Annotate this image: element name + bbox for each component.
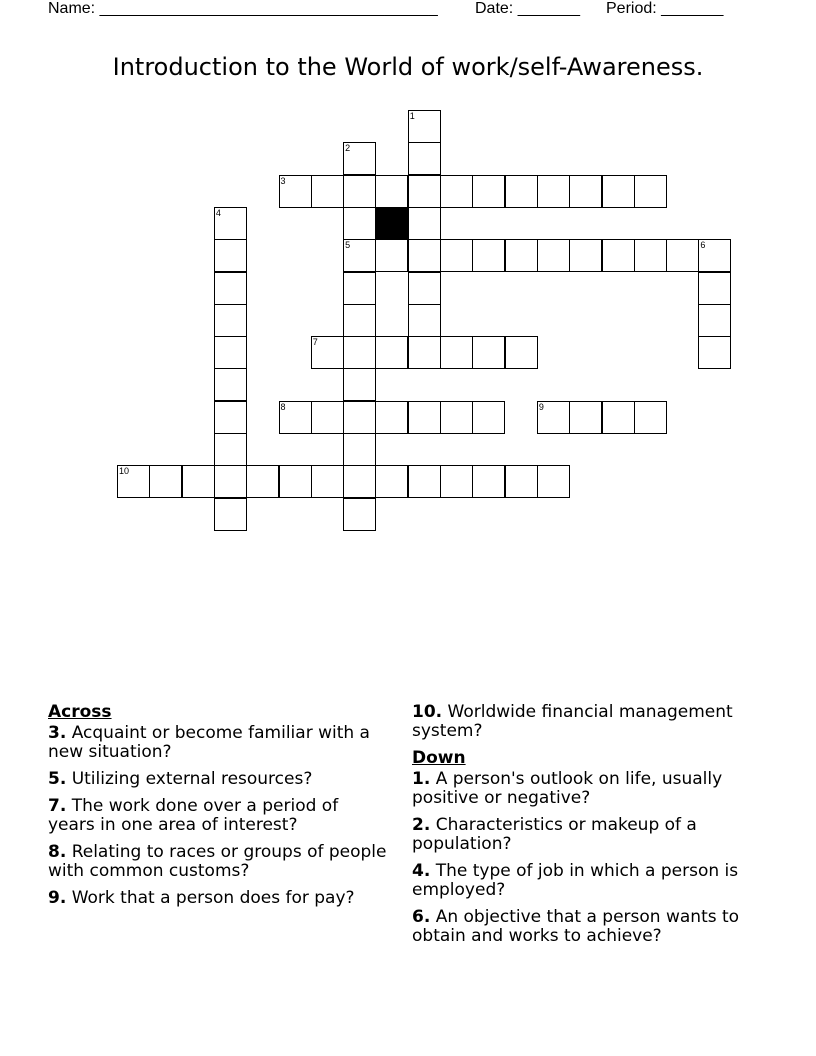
- crossword-cell[interactable]: [214, 272, 247, 305]
- across-clue-8: [48, 843, 388, 881]
- across-clue-10: [412, 703, 772, 741]
- crossword-cell[interactable]: [408, 207, 441, 240]
- crossword-cell[interactable]: [505, 239, 538, 272]
- crossword-cell[interactable]: [214, 368, 247, 401]
- crossword-cell[interactable]: [214, 336, 247, 369]
- clue-number: 6.: [412, 907, 431, 927]
- crossword-cell[interactable]: [279, 401, 312, 434]
- crossword-cell[interactable]: [214, 207, 247, 240]
- crossword-cell[interactable]: [214, 239, 247, 272]
- down-clue-2: [412, 816, 772, 854]
- crossword-cell[interactable]: [537, 239, 570, 272]
- cell-number: 4: [215, 207, 221, 218]
- clue-text: Utilizing external resources?: [71, 769, 313, 789]
- cell-number: 5: [345, 240, 351, 251]
- crossword-cell[interactable]: [569, 175, 602, 208]
- crossword-cell[interactable]: [408, 239, 441, 272]
- crossword-cell[interactable]: [343, 142, 376, 175]
- clues-right-column: [412, 703, 772, 954]
- crossword-cell[interactable]: [408, 175, 441, 208]
- down-clue-6: [412, 908, 772, 946]
- crossword-cell[interactable]: [472, 239, 505, 272]
- name-field[interactable]: Name: ______________________________________: [48, 0, 438, 17]
- cell-number: 10: [119, 466, 130, 477]
- crossword-cell[interactable]: [311, 336, 344, 369]
- crossword-cell[interactable]: [117, 465, 150, 498]
- crossword-cell[interactable]: [182, 465, 215, 498]
- date-field[interactable]: Date: _______: [475, 0, 580, 17]
- clue-text: The work done over a period of years in one area of interest?: [48, 796, 339, 835]
- crossword-cell[interactable]: [343, 401, 376, 434]
- clue-number: 4.: [412, 861, 431, 881]
- crossword-cell[interactable]: [472, 401, 505, 434]
- crossword-cell[interactable]: [214, 498, 247, 531]
- clue-text: Characteristics or makeup of a population?: [412, 815, 697, 854]
- cell-number: 3: [280, 175, 286, 186]
- clues-left-column: [48, 703, 388, 916]
- crossword-cell[interactable]: [375, 401, 408, 434]
- crossword-cell[interactable]: [343, 498, 376, 531]
- cell-number: 9: [538, 401, 544, 412]
- crossword-cell[interactable]: [698, 239, 731, 272]
- crossword-cell[interactable]: [343, 433, 376, 466]
- crossword-cell[interactable]: [698, 272, 731, 305]
- cell-number: 7: [312, 337, 318, 348]
- crossword-cell[interactable]: [343, 336, 376, 369]
- crossword-cell[interactable]: [440, 239, 473, 272]
- crossword-cell[interactable]: [408, 272, 441, 305]
- down-clue-4: [412, 862, 772, 900]
- crossword-cell[interactable]: [279, 465, 312, 498]
- across-heading: Across: [48, 702, 112, 722]
- crossword-cell[interactable]: [569, 239, 602, 272]
- clue-number: 7.: [48, 796, 67, 816]
- across-clue-9: [48, 889, 388, 908]
- clue-text: Work that a person does for pay?: [71, 888, 355, 908]
- across-clue-5: [48, 770, 388, 789]
- crossword-cell[interactable]: [666, 239, 699, 272]
- crossword-cell[interactable]: [343, 272, 376, 305]
- crossword-cell[interactable]: [408, 401, 441, 434]
- crossword-cell[interactable]: [472, 336, 505, 369]
- cell-number: 1: [409, 111, 415, 121]
- across-clue-3: [48, 724, 388, 762]
- clue-number: 3.: [48, 723, 67, 743]
- crossword-cell[interactable]: [343, 304, 376, 337]
- crossword-cell[interactable]: [311, 175, 344, 208]
- period-field[interactable]: Period: _______: [606, 0, 724, 17]
- clue-number: 10.: [412, 702, 443, 722]
- crossword-cell[interactable]: [505, 465, 538, 498]
- crossword-cell[interactable]: [343, 465, 376, 498]
- clue-number: 8.: [48, 842, 67, 862]
- clue-text: An objective that a person wants to obtain and works to achieve?: [412, 907, 740, 946]
- clue-text: Relating to races or groups of people with common customs?: [48, 842, 387, 881]
- crossword-cell[interactable]: [214, 465, 247, 498]
- crossword-cell[interactable]: [311, 401, 344, 434]
- across-clue-7: [48, 797, 388, 835]
- crossword-cell[interactable]: [375, 465, 408, 498]
- crossword-cell[interactable]: [634, 175, 667, 208]
- clue-text: The type of job in which a person is employed?: [412, 861, 739, 900]
- crossword-cell[interactable]: [408, 465, 441, 498]
- clue-number: 1.: [412, 769, 431, 789]
- page-title: Introduction to the World of work/self-Awareness.: [112, 53, 704, 81]
- crossword-cell[interactable]: [149, 465, 182, 498]
- crossword-cell[interactable]: [311, 465, 344, 498]
- cell-number: 2: [345, 143, 351, 154]
- down-heading: Down: [412, 748, 466, 768]
- clue-text: A person's outlook on life, usually positive or negative?: [412, 769, 723, 808]
- clue-text: Acquaint or become familiar with a new situation?: [48, 723, 370, 762]
- crossword-cell[interactable]: [634, 401, 667, 434]
- crossword-cell[interactable]: [343, 207, 376, 240]
- crossword-cell[interactable]: [440, 401, 473, 434]
- crossword-cell[interactable]: [408, 304, 441, 337]
- crossword-cell[interactable]: [214, 401, 247, 434]
- crossword-cell[interactable]: [375, 175, 408, 208]
- crossword-cell[interactable]: [343, 239, 376, 272]
- crossword-cell[interactable]: [246, 465, 279, 498]
- clue-text: Worldwide financial management system?: [412, 702, 733, 741]
- crossword-cell[interactable]: [537, 401, 570, 434]
- blocked-cell: [375, 207, 408, 240]
- crossword-cell[interactable]: [408, 336, 441, 369]
- down-clue-1: [412, 770, 772, 808]
- clue-number: 9.: [48, 888, 67, 908]
- crossword-cell[interactable]: [698, 336, 731, 369]
- crossword-cell[interactable]: [408, 142, 441, 175]
- crossword-cell[interactable]: [279, 175, 312, 208]
- crossword-cell[interactable]: [343, 175, 376, 208]
- crossword-cell[interactable]: [569, 401, 602, 434]
- crossword-cell[interactable]: [440, 465, 473, 498]
- crossword-cell[interactable]: [602, 401, 635, 434]
- crossword-cell[interactable]: [214, 433, 247, 466]
- crossword-cell[interactable]: [537, 465, 570, 498]
- crossword-cell[interactable]: [537, 175, 570, 208]
- crossword-cell[interactable]: [698, 304, 731, 337]
- crossword-cell[interactable]: [408, 110, 441, 143]
- cell-number: 8: [280, 401, 286, 412]
- clue-number: 5.: [48, 769, 67, 789]
- cell-number: 6: [700, 240, 706, 251]
- crossword-cell[interactable]: [375, 336, 408, 369]
- clue-number: 2.: [412, 815, 431, 835]
- crossword-cell[interactable]: [505, 175, 538, 208]
- crossword-cell[interactable]: [602, 239, 635, 272]
- crossword-cell[interactable]: [375, 239, 408, 272]
- crossword-cell[interactable]: [343, 368, 376, 401]
- crossword-cell[interactable]: [472, 175, 505, 208]
- crossword-cell[interactable]: [602, 175, 635, 208]
- crossword-cell[interactable]: [634, 239, 667, 272]
- crossword-cell[interactable]: [440, 336, 473, 369]
- crossword-cell[interactable]: [440, 175, 473, 208]
- crossword-cell[interactable]: [214, 304, 247, 337]
- crossword-cell[interactable]: [505, 336, 538, 369]
- crossword-cell[interactable]: [472, 465, 505, 498]
